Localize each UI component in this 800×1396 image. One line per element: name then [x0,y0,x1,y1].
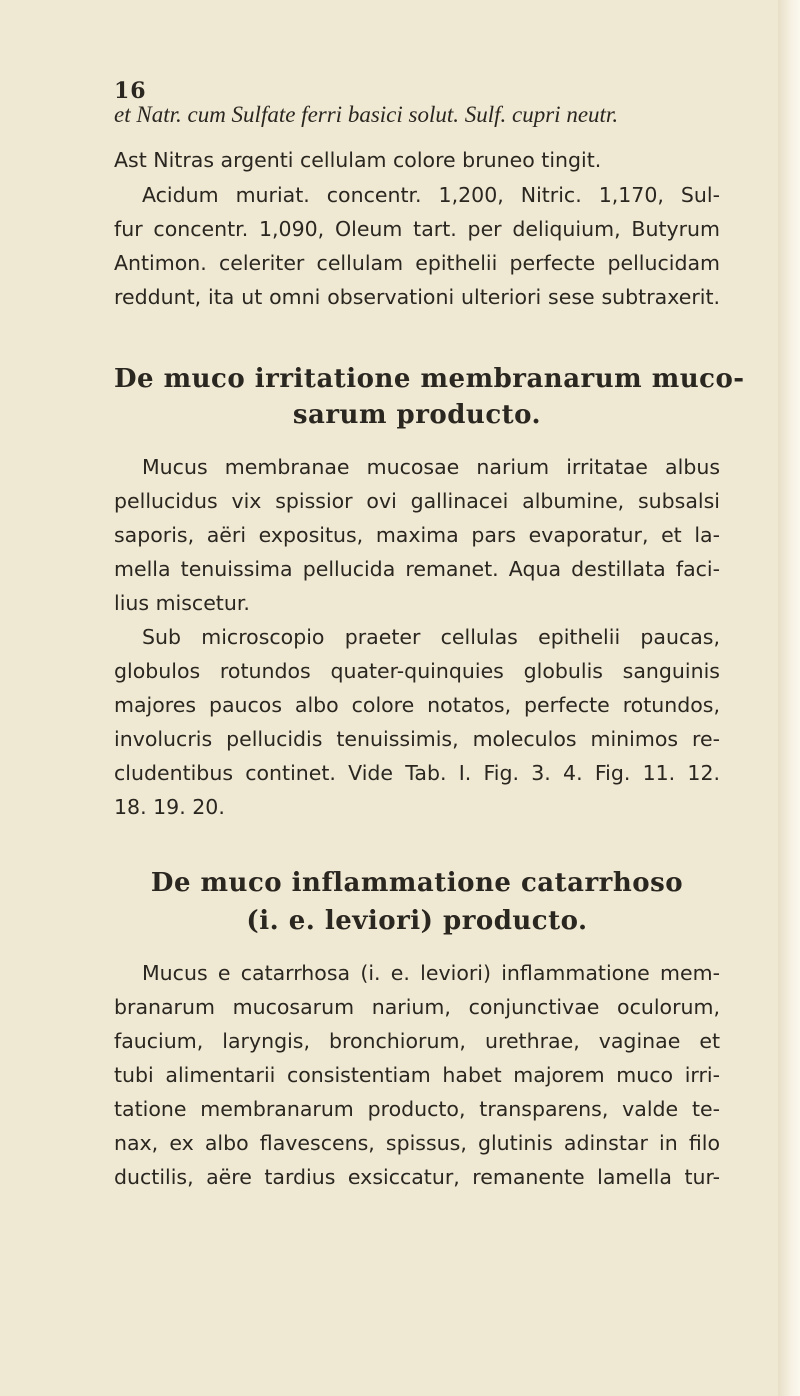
text-line: ductilis, aëre tardius exsiccatur, remanente lamella tur- [114,1165,720,1189]
text-line: Acidum muriat. concentr. 1,200, Nitric. 1,170, Sul- [142,183,720,207]
text-line: Sub microscopio praeter cellulas epithelii paucas, [142,625,720,649]
text-line: cludentibus continet. Vide Tab. I. Fig. 3. 4. Fig. 11. 12. [114,761,720,785]
text-line: branarum mucosarum narium, conjunctivae oculorum, [114,995,720,1019]
page-number: 16 [114,78,147,104]
text-line: nax, ex albo flavescens, spissus, glutinis adinstar in filo [114,1131,720,1155]
page-edge [778,0,800,1396]
text-line: faucium, laryngis, bronchiorum, urethrae, vaginae et [114,1029,720,1053]
text-line: tubi alimentarii consistentiam habet majorem muco irri- [114,1063,720,1087]
text-line: Ast Nitras argenti cellulam colore bruneo tingit. [114,148,602,172]
text-line: lius miscetur. [114,591,250,615]
text-line: Antimon. celeriter cellulam epithelii perfecte pellucidam [114,251,720,275]
section-heading: (i. e. leviori) producto. [246,906,588,936]
section-heading: sarum producto. [292,400,542,430]
section-heading: De muco inflammatione catarrhoso [150,868,684,898]
text-line: Mucus e catarrhosa (i. e. leviori) inflammatione mem- [142,961,720,985]
text-line: 18. 19. 20. [114,795,225,819]
text-line: saporis, aëri expositus, maxima pars evaporatur, et la- [114,523,720,547]
text-line: et Natr. cum Sulfate ferri basici solut. Sulf. cupri neutr. [114,102,619,127]
text-line: tatione membranarum producto, transparens, valde te- [114,1097,720,1121]
text-line: pellucidus vix spissior ovi gallinacei albumine, subsalsi [114,489,720,513]
text-line: globulos rotundos quater-quinquies globulis sanguinis [114,659,720,683]
text-line: Mucus membranae mucosae narium irritatae albus [142,455,720,479]
text-line: mella tenuissima pellucida remanet. Aqua destillata faci- [114,557,720,581]
text-line: majores paucos albo colore notatos, perfecte rotundos, [114,693,720,717]
text-line: involucris pellucidis tenuissimis, moleculos minimos re- [114,727,720,751]
text-line: fur concentr. 1,090, Oleum tart. per deliquium, Butyrum [114,217,720,241]
text-line: reddunt, ita ut omni observationi ulteriori sese subtraxerit. [114,285,720,309]
section-heading: De muco irritatione membranarum muco- [114,364,745,394]
